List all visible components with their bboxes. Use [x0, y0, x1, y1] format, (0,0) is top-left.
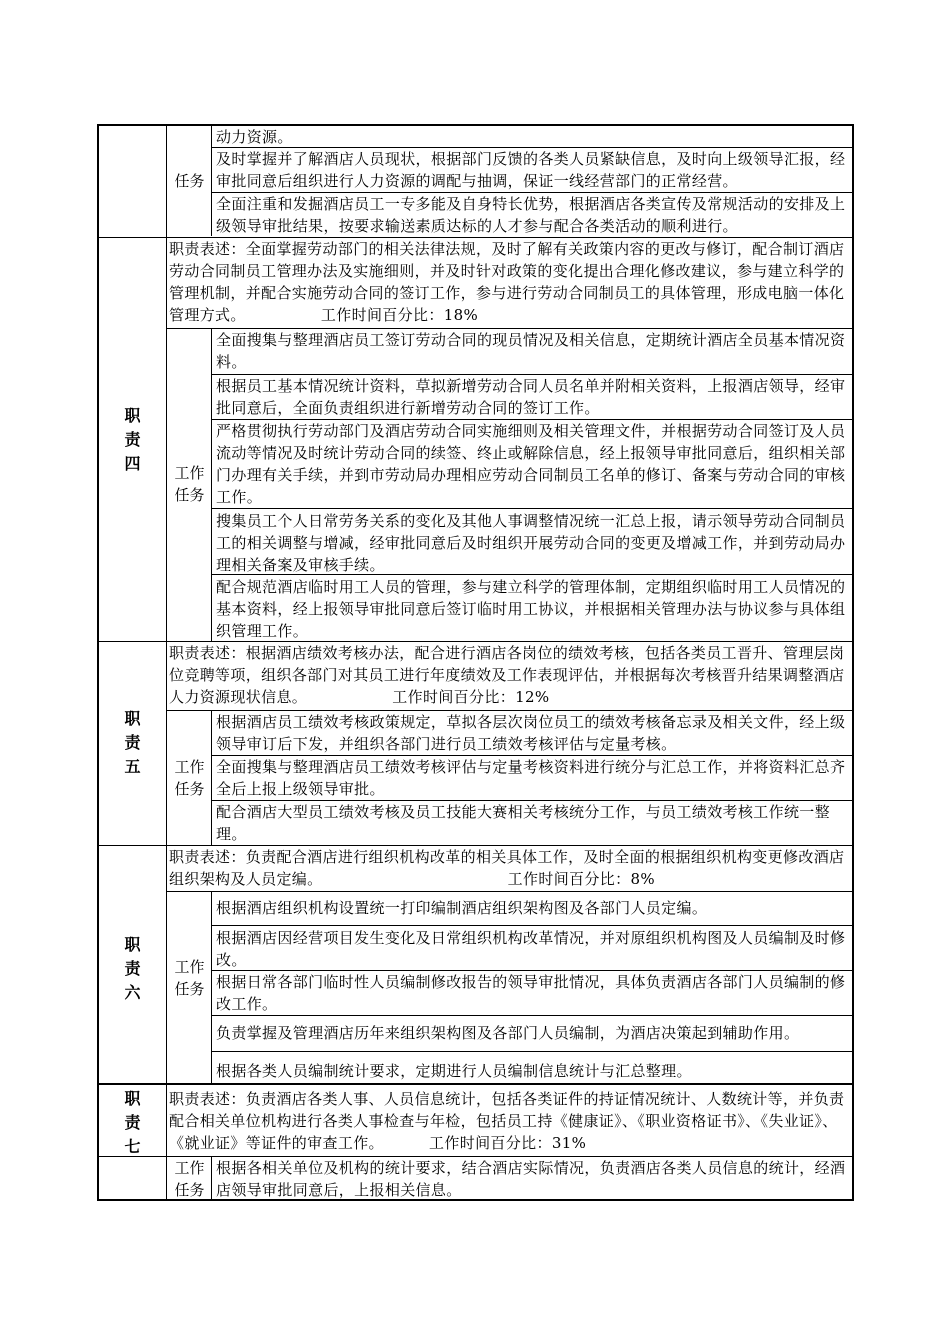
- duty4-task-4: 搜集员工个人日常劳务关系的变化及其他人事调整情况统一汇总上报，请示领导劳动合同制员工的相关调整与增减，经审批同意后及时组织开展劳动合同的变更及增减工作，并到劳动局办理相关备案及审核手续。: [216, 512, 846, 574]
- duty4-work-task-label: [168, 462, 211, 506]
- duty5-work-task-label: [168, 756, 211, 800]
- work-label-line1: 工作: [174, 758, 205, 776]
- duty6-statement: [169, 846, 851, 890]
- duty4-label-char: 职: [124, 406, 141, 425]
- duty7-statement: [169, 1088, 851, 1154]
- work-label-line2: 任务: [174, 486, 205, 504]
- duty6-task-3: 根据日常各部门临时性人员编制修改报告的领导审批情况，具体负责酒店各部门人员编制的修改工作。: [216, 973, 846, 1013]
- table-right-border: [852, 124, 854, 1201]
- section3-task-label: 任务: [174, 172, 205, 190]
- duty4-task-2: 根据员工基本情况统计资料，草拟新增劳动合同人员名单并附相关资料，上报酒店领导，经审批同意后，全面负责组织进行新增劳动合同的签订工作。: [216, 377, 846, 417]
- duty4-task-3: 严格贯彻执行劳动部门及酒店劳动合同实施细则及相关管理文件，并根据劳动合同签订及人员流动等情况及时统计劳动合同的续签、终止或解除信息，经上报领导审批同意后，组织相关部门办理有关手续，并到市劳动局办理相应劳动合同制员工名单的修订、备案与劳动合同的审核工作。: [216, 422, 846, 506]
- duty4-task-5: 配合规范酒店临时用工人员的管理，参与建立科学的管理体制，定期组织临时用工人员情况的基本资料，经上报领导审批同意后签订临时用工协议，并根据相关管理办法与协议参与具体组织管理工作。: [216, 578, 846, 640]
- duty5-label-char: 职: [124, 709, 141, 728]
- duty4-task-1: 全面搜集与整理酒店员工签订劳动合同的现员情况及相关信息，定期统计酒店全员基本情况资料。: [216, 331, 846, 371]
- duty7-label: [99, 1087, 166, 1159]
- duty6-statement-text: 职责表述：负责配合酒店进行组织机构改革的相关具体工作，及时全面的根据组织机构变更修改酒店组织架构及人员定编。: [169, 848, 845, 888]
- col-divider-2-s5: [211, 710, 212, 845]
- duty7-task-1: 根据各相关单位及机构的统计要求，结合酒店实际情况，负责酒店各类人员信息的统计，经酒店领导审批同意后，上报相关信息。: [216, 1159, 846, 1199]
- work-label-line1: 工作: [174, 464, 205, 482]
- row-divider: [211, 925, 853, 926]
- duty5-task-3: 配合酒店大型员工绩效考核及员工技能大赛相关考核统分工作，与员工绩效考核工作统一整理。: [216, 803, 831, 843]
- duty7-work-task-label: [168, 1157, 211, 1201]
- duty6-pct: 工作时间百分比：8%: [507, 870, 655, 888]
- row-divider: [211, 1051, 853, 1052]
- duty6-label-char: 六: [124, 983, 141, 1002]
- col-divider-1: [166, 124, 167, 1201]
- duty7-label-char: 七: [124, 1137, 141, 1156]
- duty6-task-2: 根据酒店因经营项目发生变化及日常组织机构改革情况，并对原组织机构图及人员编制及时修改。: [216, 929, 846, 969]
- section3-task-2: 及时掌握并了解酒店人员现状，根据部门反馈的各类人员紧缺信息，及时向上级领导汇报，经审批同意后组织进行人力资源的调配与抽调，保证一线经营部门的正常经营。: [216, 150, 846, 190]
- duty4-statement: [169, 238, 851, 326]
- section3-task-3: 全面注重和发掘酒店员工一专多能及自身特长优势，根据酒店各类宣传及常规活动的安排及上级领导审批结果，按要求输送素质达标的人才参与配合各类活动的顺利进行。: [216, 195, 846, 235]
- duty4-label: [99, 404, 166, 476]
- duty7-label-char: 职: [124, 1089, 141, 1108]
- work-label-line2: 任务: [174, 980, 205, 998]
- row-divider: [166, 891, 853, 892]
- work-label-line2: 任务: [174, 780, 205, 798]
- duty6-label: [99, 933, 166, 1005]
- row-divider: [211, 1015, 853, 1016]
- section-divider: [97, 1083, 854, 1085]
- duty5-statement: [169, 642, 851, 708]
- duty7-statement-text: 职责表述：负责酒店各类人事、人员信息统计，包括各类证件的持证情况统计、人数统计等，并负责配合相关单位机构进行各类人事检查与年检，包括员工持《健康证》、《职业资格证书》、《失业证》、《就业证》等证件的审查工作。: [169, 1090, 845, 1152]
- duty7-label-char: 责: [124, 1113, 141, 1132]
- duty5-label: [99, 707, 166, 779]
- col-divider-2-s6: [211, 891, 212, 1084]
- section3-task-1: 动力资源。: [216, 128, 293, 146]
- duty4-label-char: 责: [124, 430, 141, 449]
- table-left-border: [97, 124, 99, 1201]
- duty6-label-char: 责: [124, 959, 141, 978]
- work-label-line2: 任务: [174, 1181, 205, 1199]
- duty6-task-5: 根据各类人员编制统计要求，定期进行人员编制信息统计与汇总整理。: [216, 1062, 692, 1080]
- duty5-label-char: 五: [124, 757, 141, 776]
- work-label-line1: 工作: [174, 1159, 205, 1177]
- col-divider-2-s3: [211, 124, 212, 236]
- duty5-statement-text: 职责表述：根据酒店绩效考核办法，配合进行酒店各岗位的绩效考核，包括各类员工晋升、管理层岗位竞聘等项，组织各部门对其员工进行年度绩效及工作表现评估，并根据每次考核晋升结果调整酒店人力资源现状信息。: [169, 644, 845, 706]
- duty4-label-char: 四: [124, 454, 141, 473]
- col-divider-2-s7: [211, 1156, 212, 1201]
- duty4-pct: 工作时间百分比：18%: [320, 306, 479, 324]
- duty6-task-1: 根据酒店组织机构设置统一打印编制酒店组织架构图及各部门人员定编。: [216, 899, 708, 917]
- duty6-task-4: 负责掌握及管理酒店历年来组织架构图及各部门人员编制，为酒店决策起到辅助作用。: [216, 1024, 800, 1042]
- duty7-pct: 工作时间百分比：31%: [429, 1134, 587, 1152]
- duty6-label-char: 职: [124, 935, 141, 954]
- row-divider: [211, 508, 853, 509]
- work-label-line1: 工作: [174, 958, 205, 976]
- duty5-task-2: 全面搜集与整理酒店员工绩效考核评估与定量考核资料进行统分与汇总工作，并将资料汇总齐全后上报上级领导审批。: [216, 758, 846, 798]
- duty5-pct: 工作时间百分比：12%: [392, 688, 550, 706]
- duty5-task-1: 根据酒店员工绩效考核政策规定，草拟各层次岗位员工的绩效考核备忘录及相关文件，经上级领导审订后下发，并组织各部门进行员工绩效考核评估与定量考核。: [216, 713, 846, 753]
- duty4-statement-text: 职责表述：全面掌握劳动部门的相关法律法规，及时了解有关政策内容的更改与修订，配合制订酒店劳动合同制员工管理办法及实施细则，并及时针对政策的变化提出合理化修改建议，参与建立科学的管理机制，并配合实施劳动合同的签订工作，参与进行劳动合同制员工的具体管理，形成电脑一体化管理方式。: [169, 240, 845, 324]
- duty5-label-char: 责: [124, 733, 141, 752]
- duty6-work-task-label: [168, 956, 211, 1000]
- row-divider: [211, 574, 853, 575]
